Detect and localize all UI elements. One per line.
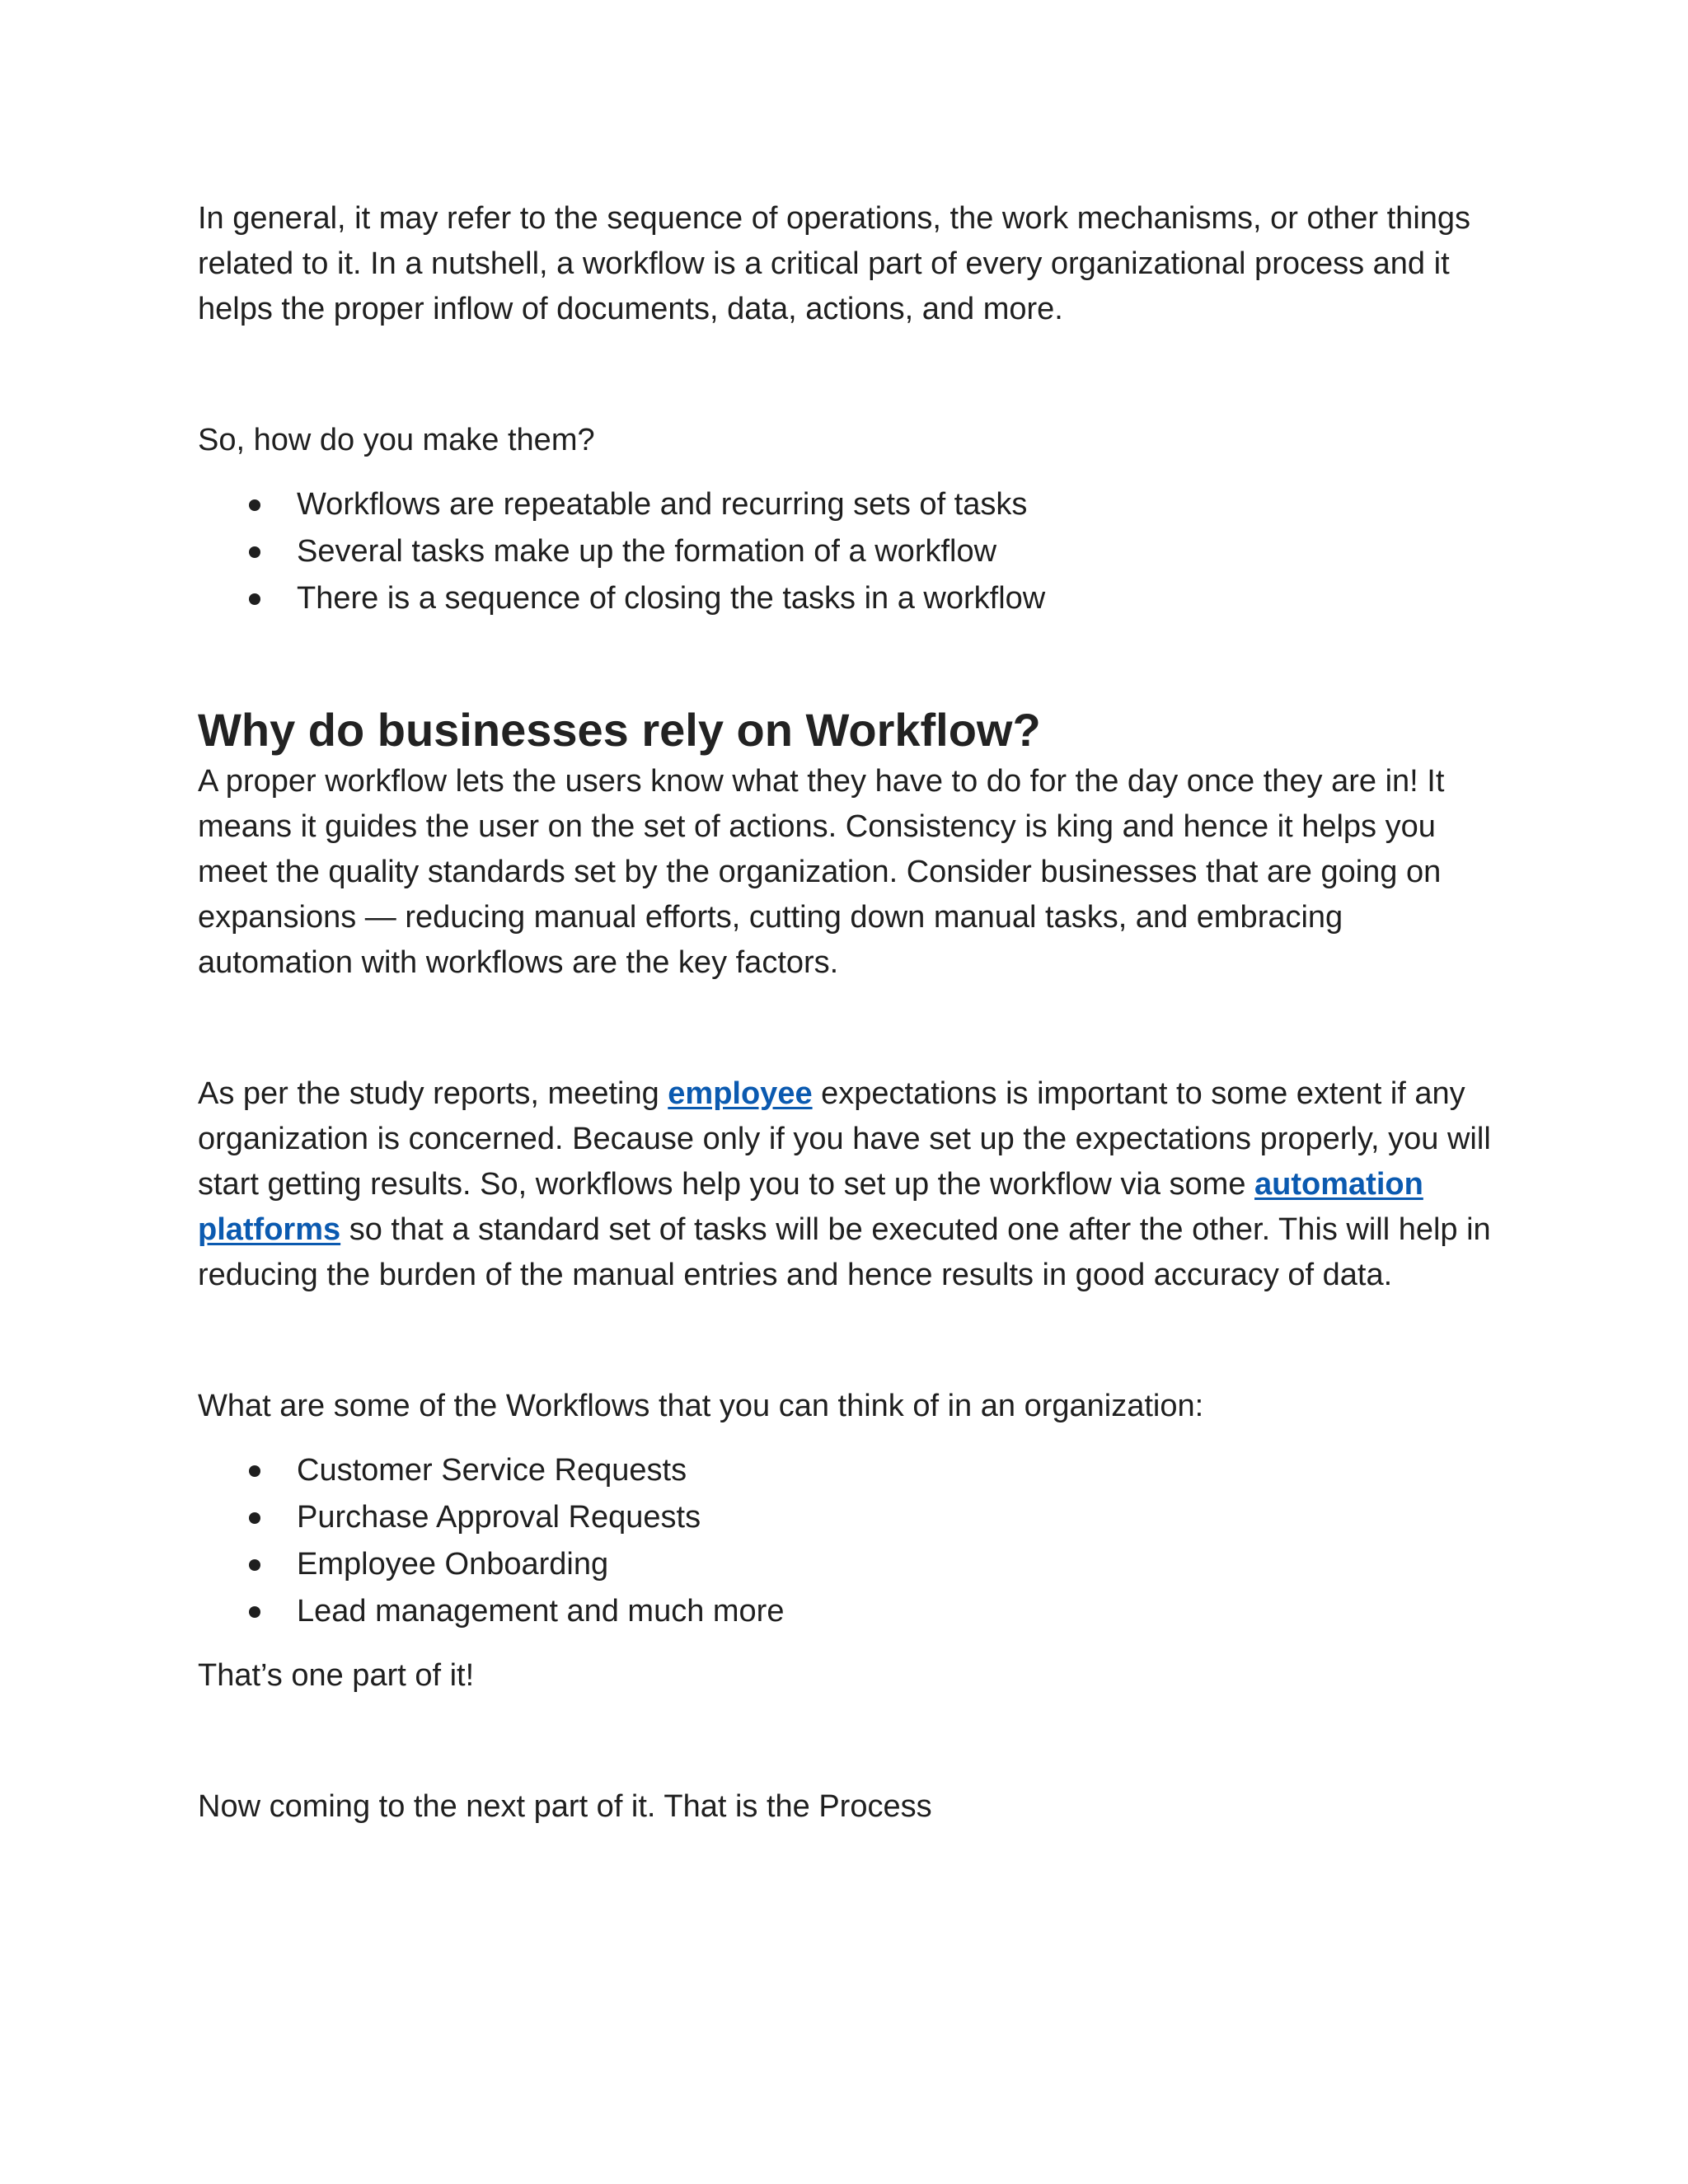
study-paragraph: As per the study reports, meeting employee expectations is important to some extent if any organization is concerned. Because only if you have set up the expectations properly, you will start getting results. So, workflows help you to set up the workflow via some automation platforms so that a standard set of tasks will be executed one after the other. This will help in reducing the burden of the manual entries and hence results in good accuracy of data. (198, 1076, 1491, 1292)
bullet-icon (249, 1512, 260, 1524)
why-paragraph: A proper workflow lets the users know what they have to do for the day once they are in! It means it guides the user on the set of actions. Consistency is king and hence it helps you meet the quality standards set by the organization. Consider businesses that are going on expansions — reducing manual efforts, cutting down manual tasks, and embracing automation with workflows are the key factors. (198, 764, 1445, 980)
examples-intro-paragraph: What are some of the Workflows that you can think of in an organization: (198, 1389, 1204, 1423)
bullet-icon (249, 1606, 260, 1618)
list-item: Several tasks make up the formation of a workflow (198, 528, 1500, 575)
list-item: Customer Service Requests (198, 1447, 1500, 1494)
section-heading: Why do businesses rely on Workflow? (198, 704, 1041, 756)
question-paragraph: So, how do you make them? (198, 423, 595, 457)
bullet-list-workflow-examples (198, 1447, 1500, 1635)
next-part-paragraph: Now coming to the next part of it. That is the Process (198, 1789, 932, 1824)
list-item: Purchase Approval Requests (198, 1494, 1500, 1541)
bullet-icon (249, 593, 260, 605)
list-item: Workflows are repeatable and recurring sets of tasks (198, 481, 1500, 528)
list-item: There is a sequence of closing the tasks in a workflow (198, 575, 1500, 622)
automation-platforms-link[interactable]: automation platforms (198, 1167, 1423, 1247)
list-item: Lead management and much more (198, 1588, 1500, 1635)
employee-link[interactable]: employee (668, 1076, 813, 1111)
one-part-paragraph: That’s one part of it! (198, 1658, 475, 1693)
list-item: Employee Onboarding (198, 1541, 1500, 1588)
bullet-icon (249, 546, 260, 558)
bullet-icon (249, 1465, 260, 1477)
document-body (198, 196, 1500, 1830)
bullet-icon (249, 1559, 260, 1571)
bullet-icon (249, 499, 260, 511)
bullet-list-workflow-traits (198, 481, 1500, 622)
intro-paragraph: In general, it may refer to the sequence of operations, the work mechanisms, or other things related to it. In a nutshell, a workflow is a critical part of every organizational process and it helps the proper inflow of documents, data, actions, and more. (198, 201, 1471, 326)
